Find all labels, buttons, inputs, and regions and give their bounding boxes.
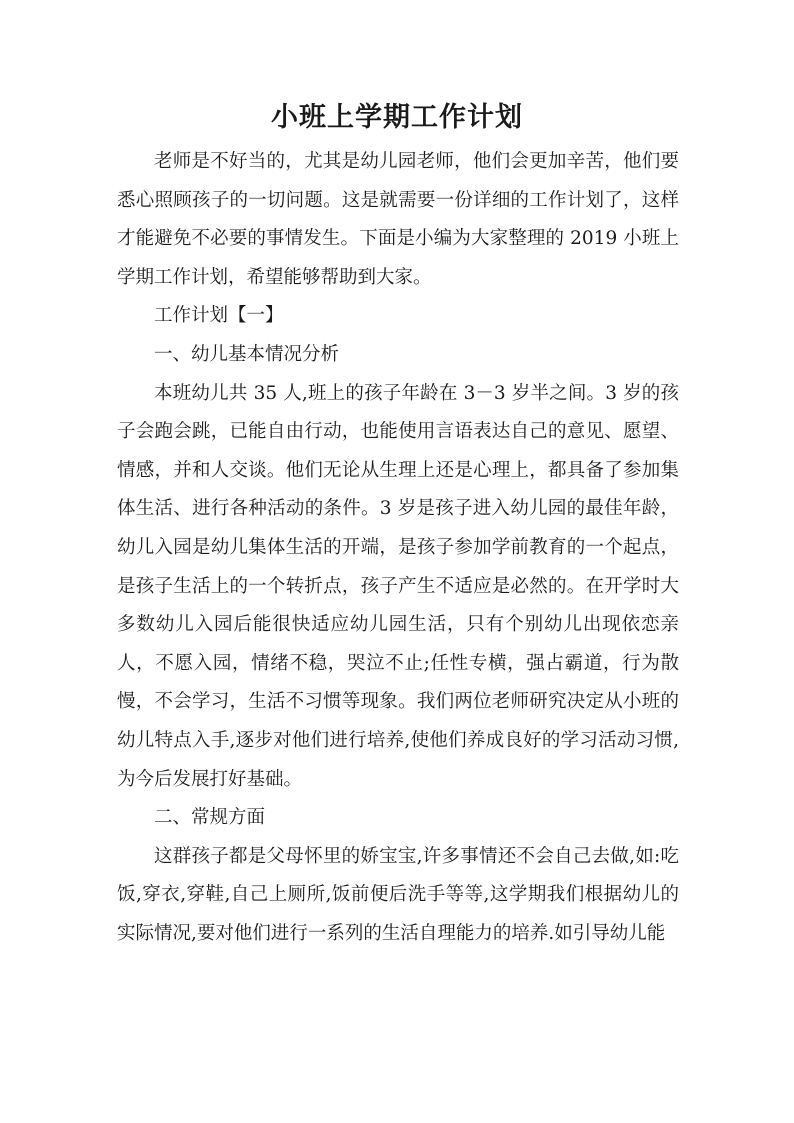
document-body <box>117 143 679 953</box>
section-heading-plan-one: 工作计划【一】 <box>154 305 284 327</box>
intro-paragraph: 老师是不好当的，尤其是幼儿园老师，他们会更加辛苦，他们要悉心照顾孩子的一切问题。这是就需要一份详细的工作计划了，这样才能避免不必要的事情发生。下面是小编为大家整理的 2019 小班上学期工作计划，希望能够帮助到大家。 <box>117 151 679 288</box>
analysis-paragraph: 本班幼儿共 35 人,班上的孩子年龄在 3－3 岁半之间。3 岁的孩子会跑会跳，已能自由行动，也能使用言语表达自己的意见、愿望、情感，并和人交谈。他们无论从生理上还是心理上，都具备了参加集体生活、进行各种活动的条件。3 岁是孩子进入幼儿园的最佳年龄，幼儿入园是幼儿集体生活的开端，是孩子参加学前教育的一个起点，是孩子生活上的一个转折点，孩子产生不适应是必然的。在开学时大多数幼儿入园后能很快适应幼儿园生活，只有个别幼儿出现依恋亲人，不愿入园，情绪不稳，哭泣不止;任性专横，强占霸道，行为散慢，不会学习，生活不习惯等现象。我们两位老师研究决定从小班的幼儿特点入手,逐步对他们进行培养,使他们养成良好的学习活动习惯,为今后发展打好基础。 <box>117 382 679 790</box>
section-heading-basic-analysis: 一、幼儿基本情况分析 <box>154 343 340 365</box>
document-title: 小班上学期工作计划 <box>271 102 523 133</box>
routine-paragraph: 这群孩子都是父母怀里的娇宝宝,许多事情还不会自己去做,如:吃饭,穿衣,穿鞋,自己上厕所,饭前便后洗手等等,这学期我们根据幼儿的实际情况,要对他们进行一系列的生活自理能力的培养.如引导幼儿能 <box>117 845 679 944</box>
section-heading-routine: 二、常规方面 <box>154 807 266 829</box>
